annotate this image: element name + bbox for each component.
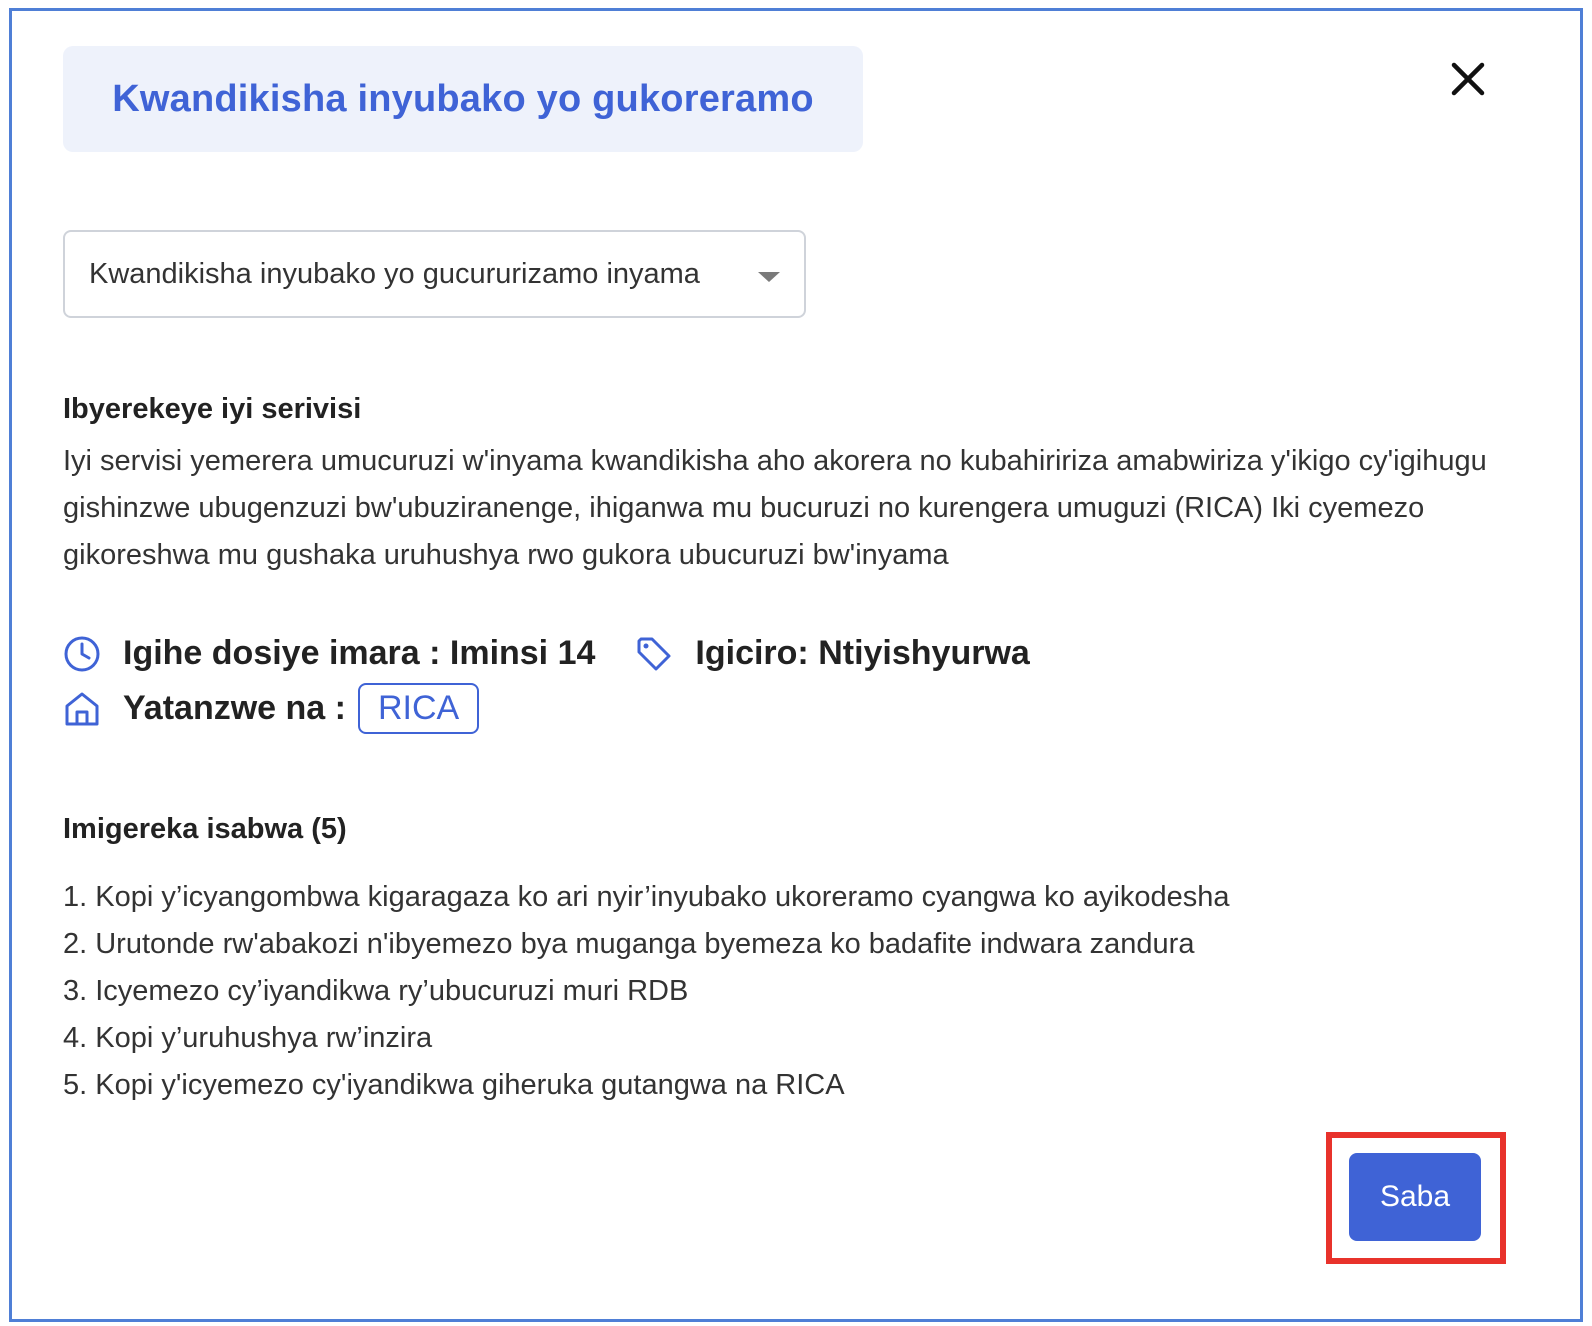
meta-row-duration-price: [63, 634, 1030, 673]
service-select-value: Kwandikisha inyubako yo gucururizamo inyama: [89, 257, 700, 290]
duration-text: Igihe dosiye imara : Iminsi 14: [123, 634, 596, 672]
list-item: 1. Kopi y’icyangombwa kigaragaza ko ari nyir’inyubako ukoreramo cyangwa ko ayikodesha: [63, 881, 1230, 913]
close-button[interactable]: [1444, 55, 1492, 103]
list-item: 4. Kopi y’uruhushya rw’inzira: [63, 1022, 433, 1054]
chevron-down-icon: [758, 272, 780, 282]
clock-icon: [63, 635, 101, 673]
tag-icon: [635, 635, 673, 673]
dialog-title-box: [63, 46, 863, 152]
close-icon: [1444, 55, 1492, 103]
meta-row-provider: [63, 683, 479, 734]
documents-list: [63, 874, 1230, 1109]
about-text: Iyi servisi yemerera umucuruzi w'inyama kwandikisha aho akorera no kubahiririza amabwiriza y'ikigo cy'igihugu gishinzwe ubugenzuzi bw'ubuziranenge, ihiganwa mu bucuruzi no kurengera umuguzi (RICA) Iki cyemezo gikoreshwa mu gushaka uruhushya rwo gukora ubucuruzi bw'inyama: [63, 445, 1487, 571]
list-item: 5. Kopi y'icyemezo cy'iyandikwa giheruka gutangwa na RICA: [63, 1069, 845, 1101]
provider-badge[interactable]: RICA: [358, 683, 479, 734]
list-item: 2. Urutonde rw'abakozi n'ibyemezo bya muganga byemeza ko badafite indwara zandura: [63, 928, 1195, 960]
about-heading: Ibyerekeye iyi serivisi: [63, 393, 362, 425]
provider-label: Yatanzwe na :: [123, 689, 346, 727]
service-select[interactable]: [63, 230, 806, 318]
documents-heading: Imigereka isabwa (5): [63, 813, 347, 845]
submit-button[interactable]: Saba: [1349, 1153, 1481, 1241]
building-icon: [63, 690, 101, 728]
dialog-title: Kwandikisha inyubako yo gukoreramo: [112, 77, 814, 120]
list-item: 3. Icyemezo cy’iyandikwa ry’ubucuruzi muri RDB: [63, 975, 689, 1007]
price-text: Igiciro: Ntiyishyurwa: [695, 634, 1030, 672]
